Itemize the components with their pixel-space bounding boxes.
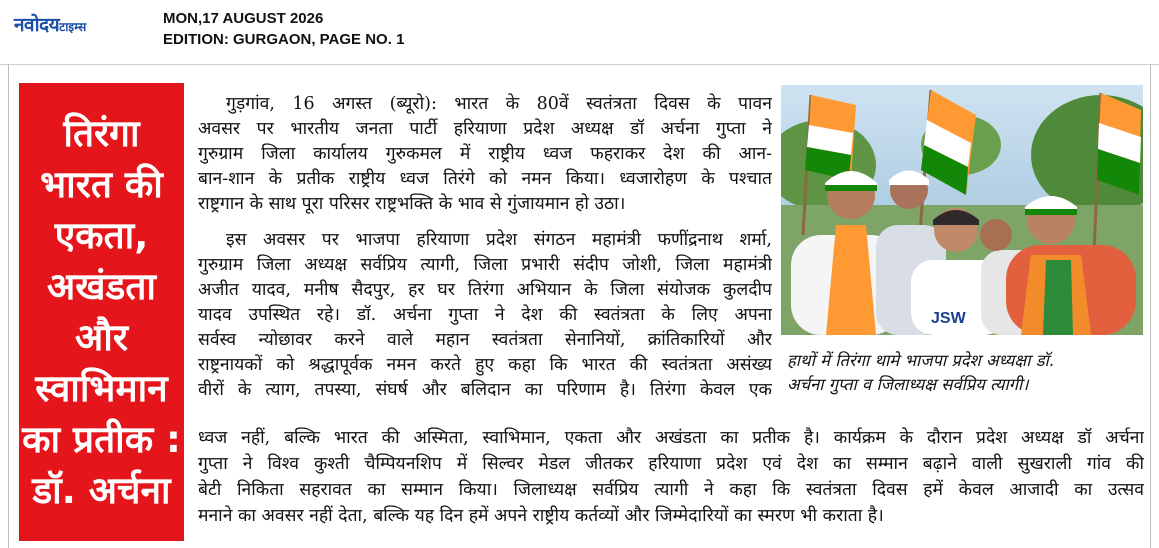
date-line: MON,17 AUGUST 2026 bbox=[163, 10, 324, 27]
caption-line: अर्चना गुप्ता व जिलाध्यक्ष सर्वप्रिय त्यागी। bbox=[787, 375, 1029, 394]
article-paragraph-2 bbox=[198, 228, 772, 403]
article-paragraph-3 bbox=[198, 425, 1144, 529]
text-line: गुरुग्राम जिला कार्यालय गुरुकमल में राष्ट्रीय ध्वज फहराकर देश की आन- bbox=[198, 144, 772, 164]
logo-sub-text: टाइम्स bbox=[59, 20, 87, 34]
text-line: अवसर पर भारतीय जनता पार्टी हरियाणा प्रदेश अध्यक्ष डॉ अर्चना गुप्ता ने bbox=[198, 119, 772, 139]
photo-caption bbox=[787, 349, 1147, 397]
text-line: गुड़गांव, 16 अगस्त (ब्यूरो): भारत के 80वें स्वतंत्रता दिवस के पावन bbox=[226, 94, 772, 114]
text-line: यादव उपस्थित रहे। डॉ. अर्चना गुप्ता ने देश की स्वतंत्रता के लिए अपना bbox=[198, 305, 772, 325]
text-line: राष्ट्रगान के साथ पूरा परिसर राष्ट्रभक्ति के भाव से गुंजायमान हो उठा। bbox=[198, 194, 626, 214]
article-paragraph-1 bbox=[198, 92, 772, 217]
caption-line: हाथों में तिरंगा थामे भाजपा प्रदेश अध्यक्षा डॉ. bbox=[787, 351, 1055, 370]
text-line: बान-शान के प्रतीक राष्ट्रीय ध्वज तिरंगे को नमन किया। ध्वजारोहण के पश्चात bbox=[198, 169, 772, 189]
text-line: सर्वस्व न्योछावर करने वाले महान स्वतंत्रता सेनानियों, क्रांतिकारियों और bbox=[198, 330, 772, 350]
headline-box bbox=[19, 83, 184, 541]
text-line: बेटी निकिता सहरावत का सम्मान किया। जिलाध्यक्ष सर्वप्रिय त्यागी ने कहा कि स्वतंत्रता दिवस हमें केवल आजादी का उत्सव bbox=[198, 480, 1144, 500]
text-line: गुरुग्राम जिला अध्यक्ष सर्वप्रिय त्यागी, जिला प्रभारी संदीप जोशी, जिला महामंत्री bbox=[198, 255, 772, 275]
text-line: राष्ट्रनायकों को श्रद्धापूर्वक नमन करते हुए कहा कि भारत की स्वतंत्रता असंख्य bbox=[198, 355, 772, 375]
left-border bbox=[8, 64, 9, 548]
right-border bbox=[1150, 64, 1151, 548]
shirt-logo-text: JSW bbox=[931, 310, 966, 327]
text-line: गुप्ता ने विश्व कुश्ती चैम्पियनशिप में सिल्वर मेडल जीतकर हरियाणा प्रदेश एवं देश का सम्मान बढ़ाने वाली सुखराली गांव की bbox=[198, 454, 1144, 474]
text-line: अजीत यादव, मनीष सैदपुर, हर घर तिरंगा अभियान के जिला संयोजक कुलदीप bbox=[198, 280, 772, 300]
article-headline: तिरंगा भारत की एकता, अखंडता और स्वाभिमान का प्रतीक : डॉ. अर्चना bbox=[22, 112, 181, 512]
header-divider bbox=[0, 64, 1159, 65]
edition-meta bbox=[163, 8, 404, 50]
text-line: इस अवसर पर भाजपा हरियाणा प्रदेश संगठन महामंत्री फणींद्रनाथ शर्मा, bbox=[226, 230, 772, 250]
text-line: वीरों के त्याग, तपस्या, संघर्ष और बलिदान का परिणाम है। तिरंगा केवल एक bbox=[198, 380, 772, 400]
newspaper-logo bbox=[14, 11, 86, 37]
logo-main-text: नवोदय bbox=[14, 14, 60, 36]
text-line: मनाने का अवसर नहीं देता, बल्कि यह दिन हमें अपने राष्ट्रीय कर्तव्यों और जिम्मेदारियों का स्मरण भी कराता है। bbox=[198, 506, 884, 526]
text-line: ध्वज नहीं, बल्कि भारत की अस्मिता, स्वाभिमान, एकता और अखंडता का प्रतीक है। कार्यक्रम के दौरान प्रदेश अध्यक्ष डॉ अर्चना bbox=[198, 428, 1144, 448]
news-photo bbox=[781, 85, 1143, 335]
flag-hoisting-photo bbox=[781, 85, 1143, 335]
page-header bbox=[0, 0, 1159, 62]
edition-line: EDITION: GURGAON, PAGE NO. 1 bbox=[163, 31, 405, 48]
